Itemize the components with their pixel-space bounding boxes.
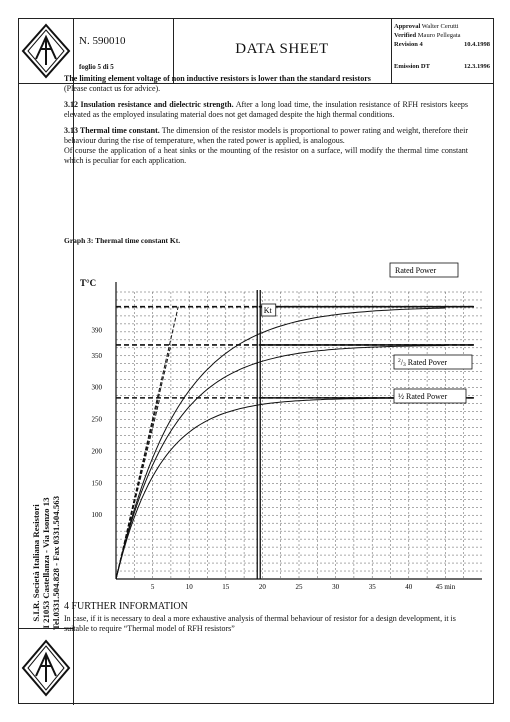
x-tick-label: 10 bbox=[185, 583, 193, 591]
emission-line: Emission DT 12.3.1996 bbox=[394, 63, 490, 70]
tangent-line bbox=[116, 398, 160, 579]
y-tick-label: 150 bbox=[91, 479, 102, 488]
x-tick-label: 30 bbox=[332, 583, 340, 591]
x-tick-label: 20 bbox=[258, 583, 266, 591]
intro-paragraph: The limiting element voltage of non inductive resistors is lower than the standard resistors (Please contact us for advice). bbox=[64, 74, 371, 93]
two-thirds-label-text: Rated Pover bbox=[405, 358, 448, 367]
company-logo-bottom-icon bbox=[19, 633, 73, 703]
kt-label: Kt bbox=[263, 306, 272, 315]
x-tick-label: 40 bbox=[405, 583, 413, 591]
fraction-numerator: 2 bbox=[398, 358, 401, 364]
y-tick-label: 100 bbox=[91, 511, 102, 520]
x-tick-label: 15 bbox=[222, 583, 230, 591]
y-tick-label: 300 bbox=[91, 383, 102, 392]
y-axis-label: T°C bbox=[80, 278, 97, 288]
section-3-13: 3.13 Thermal time constant. The dimension of the resistor models is proportional to power rating and weight, therefore their behaviour during the rise of temperature, when the rated power is applied, is analogous. bbox=[64, 126, 468, 145]
sheet-number: foglio 5 di 5 bbox=[79, 63, 114, 71]
x-tick-label: 35 bbox=[368, 583, 376, 591]
fraction-denominator: 3 bbox=[402, 362, 406, 368]
approval-line: Approval Walter Cerutti bbox=[394, 23, 459, 30]
revision-line: Revision 4 10.4.1998 bbox=[394, 41, 490, 48]
section-3-13-continued: Of course the application of a heat sinks or the mounting of the resistor on a surface, will modify the thermal time constant which is peculiar for each application. bbox=[64, 146, 468, 165]
document-number: N. 590010 bbox=[79, 35, 126, 47]
company-address: S.I.R. Società Italiana Resistori I 21053 Castellanza - Via Isonzo 13 Tel.0331.504.828 - Fax 0331.504.563 bbox=[31, 495, 61, 631]
thermal-time-constant-chart bbox=[64, 248, 484, 596]
tangent-line bbox=[116, 307, 178, 579]
section-4-title: 4 FURTHER INFORMATION bbox=[64, 601, 188, 612]
section-4 bbox=[64, 602, 468, 634]
body-text bbox=[64, 74, 468, 172]
x-tick-label: 45 min bbox=[435, 583, 456, 591]
x-tick-label: 25 bbox=[295, 583, 303, 591]
graph-title: Graph 3: Thermal time constant Kt. bbox=[64, 236, 181, 245]
half-power-label: ½ Rated Power bbox=[398, 392, 448, 401]
two-thirds-label bbox=[398, 358, 447, 368]
x-tick-label: 5 bbox=[150, 583, 155, 591]
rated-power-label: Rated Power bbox=[395, 266, 437, 275]
y-tick-label: 350 bbox=[91, 351, 102, 360]
section-4-text: In case, if it is necessary to deal a more exhaustive analysis of thermal behaviour of resistor for a design development, it is suitable to require “Thermal model of RFH resistors” bbox=[64, 614, 456, 633]
y-tick-label: 390 bbox=[91, 326, 102, 335]
fraction-slash: / bbox=[400, 358, 403, 367]
y-tick-label: 250 bbox=[91, 415, 102, 424]
y-tick-label: 200 bbox=[91, 447, 102, 456]
verified-line: Verified Mauro Pellegata bbox=[394, 32, 461, 39]
page-title: DATA SHEET bbox=[235, 41, 329, 57]
section-3-12: 3.12 Insulation resistance and dielectric strength. After a long load time, the insulation resistance of RFH resistors keeps elevated as the employed insulating material does not get damaged despite the high thermal conditions. bbox=[64, 100, 468, 119]
